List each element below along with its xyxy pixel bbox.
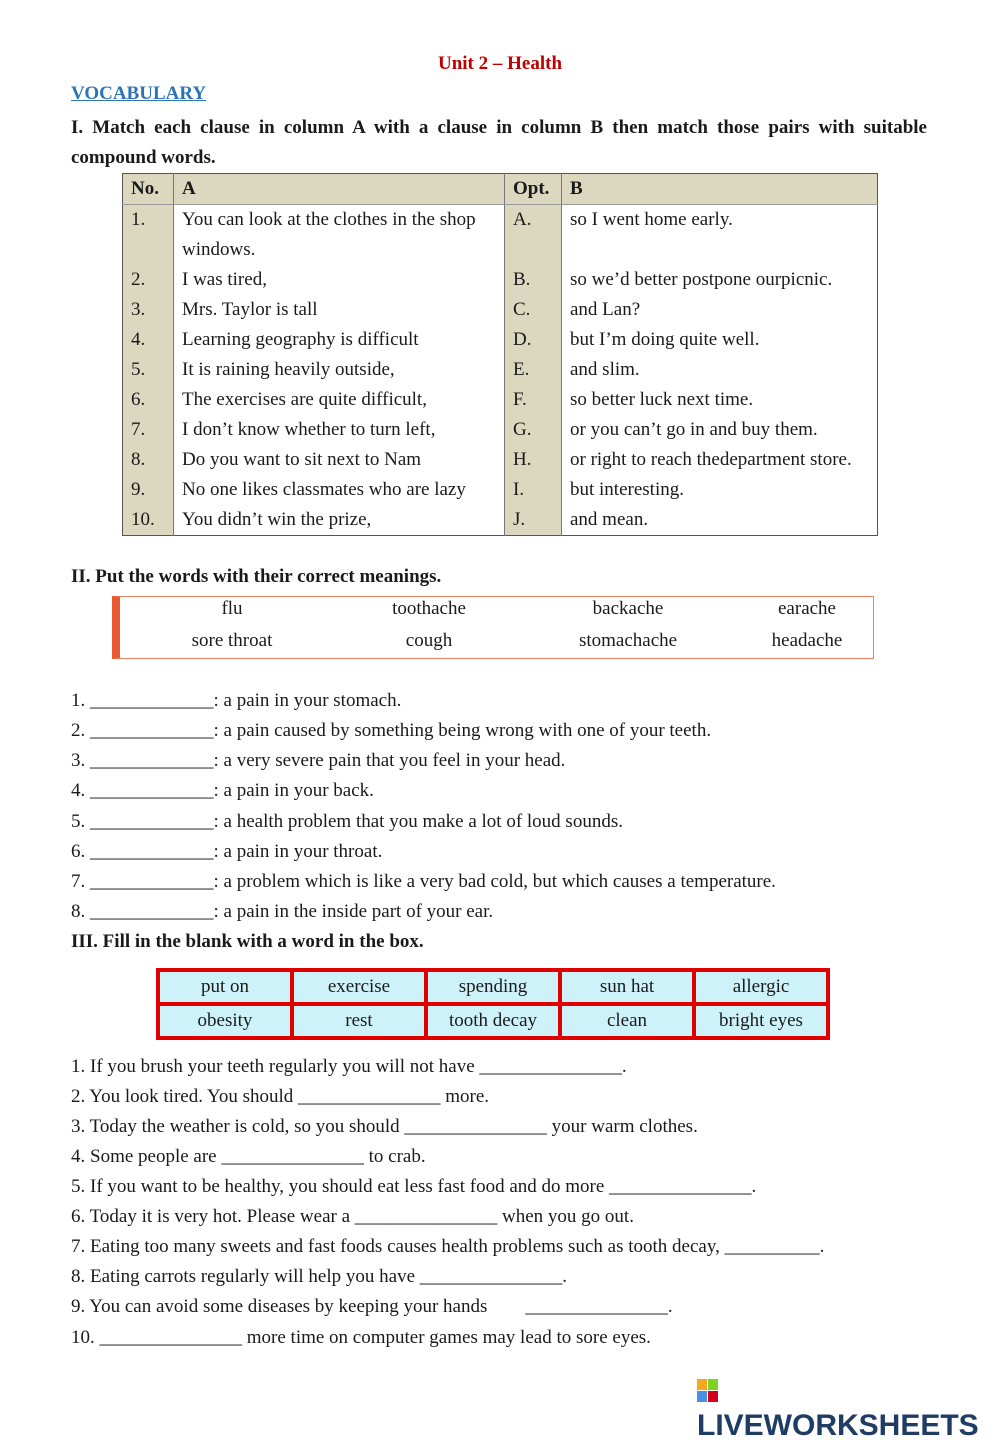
row-a: It is raining heavily outside, xyxy=(174,355,505,385)
table-row xyxy=(123,475,878,505)
fill-item: 5. If you want to be healthy, you should eat less fast food and do more _______________. xyxy=(71,1176,757,1197)
word-box-fill xyxy=(156,968,830,1040)
logo-text: LIVEWORKSHEETS xyxy=(697,1409,979,1442)
row-b: but interesting. xyxy=(570,479,684,500)
meaning-item: 4. _____________: a pain in your back. xyxy=(71,780,374,801)
table-row xyxy=(123,325,878,355)
fill-item: 8. Eating carrots regularly will help you have _______________. xyxy=(71,1266,568,1287)
row-opt: A. xyxy=(505,205,562,266)
row-no: 7. xyxy=(123,415,174,445)
row-opt: I. xyxy=(505,475,562,505)
liveworksheets-logo xyxy=(697,1375,1000,1443)
row-a: Mrs. Taylor is tall xyxy=(174,295,505,325)
word-option: headache xyxy=(771,630,843,651)
row-a: You didn’t win the prize, xyxy=(174,505,505,536)
word-option: flu xyxy=(221,598,243,619)
row-no: 1. xyxy=(123,205,174,266)
row-a: Learning geography is difficult xyxy=(174,325,505,355)
row-opt: B. xyxy=(505,265,562,295)
row-b: so we’d better postpone ourpicnic. xyxy=(570,269,833,290)
fill-item: 6. Today it is very hot. Please wear a _______________ when you go out. xyxy=(71,1206,634,1227)
row-b: but I’m doing quite well. xyxy=(570,329,760,350)
header-no: No. xyxy=(123,174,174,205)
word-option: backache xyxy=(592,598,664,619)
header-opt: Opt. xyxy=(505,174,562,205)
page-title: Unit 2 – Health xyxy=(437,53,563,74)
table-row xyxy=(123,385,878,415)
fill-item: 2. You look tired. You should _______________ more. xyxy=(71,1086,490,1107)
row-b: and slim. xyxy=(570,359,640,380)
table-row xyxy=(123,295,878,325)
table-row xyxy=(123,205,878,266)
word-option: clean xyxy=(560,1004,694,1038)
row-b: and mean. xyxy=(570,509,649,530)
meaning-item: 2. _____________: a pain caused by something being wrong with one of your teeth. xyxy=(71,720,712,741)
row-no: 6. xyxy=(123,385,174,415)
section1-heading: I. Match each clause in column A with a clause in column B then match those pairs with suitable compound words. xyxy=(71,117,927,168)
fill-item: 10. _______________ more time on computer games may lead to sore eyes. xyxy=(71,1327,651,1348)
row-a: Do you want to sit next to Nam xyxy=(174,445,505,475)
fill-item: 3. Today the weather is cold, so you should _______________ your warm clothes. xyxy=(71,1116,698,1137)
row-opt: J. xyxy=(505,505,562,536)
row-opt: D. xyxy=(505,325,562,355)
row-a: You can look at the clothes in the shop windows. xyxy=(174,205,505,266)
meaning-item: 7. _____________: a problem which is like a very bad cold, but which causes a temperature. xyxy=(71,871,776,892)
word-option: allergic xyxy=(694,970,828,1004)
table-header-row xyxy=(123,174,878,205)
row-opt: C. xyxy=(505,295,562,325)
row-b: and Lan? xyxy=(570,299,641,320)
row-opt: H. xyxy=(505,445,562,475)
row-no: 9. xyxy=(123,475,174,505)
word-option: spending xyxy=(426,970,560,1004)
word-option: tooth decay xyxy=(426,1004,560,1038)
row-opt: G. xyxy=(505,415,562,445)
row-opt: E. xyxy=(505,355,562,385)
word-option: rest xyxy=(292,1004,426,1038)
meaning-item: 6. _____________: a pain in your throat. xyxy=(71,841,383,862)
vocabulary-heading: VOCABULARY xyxy=(71,83,207,104)
row-no: 5. xyxy=(123,355,174,385)
table-row xyxy=(123,445,878,475)
word-option: put on xyxy=(158,970,292,1004)
meaning-item: 3. _____________: a very severe pain that you feel in your head. xyxy=(71,750,566,771)
row-a: No one likes classmates who are lazy xyxy=(174,475,505,505)
word-option: sun hat xyxy=(560,970,694,1004)
row-a: The exercises are quite difficult, xyxy=(174,385,505,415)
row-no: 3. xyxy=(123,295,174,325)
header-a: A xyxy=(174,174,505,205)
table-row xyxy=(123,505,878,536)
table-row xyxy=(123,355,878,385)
word-option: earache xyxy=(778,598,836,619)
row-a: I don’t know whether to turn left, xyxy=(174,415,505,445)
word-option: exercise xyxy=(292,970,426,1004)
section2-heading: II. Put the words with their correct meanings. xyxy=(71,566,442,587)
row-no: 8. xyxy=(123,445,174,475)
row-no: 10. xyxy=(123,505,174,536)
word-option: toothache xyxy=(392,598,466,619)
word-option: sore throat xyxy=(191,630,273,651)
table-row xyxy=(123,265,878,295)
word-option: stomachache xyxy=(578,630,678,651)
row-b: or right to reach thedepartment store. xyxy=(570,449,852,470)
row-b: so better luck next time. xyxy=(570,389,754,410)
word-box-meanings xyxy=(112,596,874,659)
fill-item: 4. Some people are _______________ to crab. xyxy=(71,1146,426,1167)
meaning-item: 1. _____________: a pain in your stomach. xyxy=(71,690,402,711)
word-option: bright eyes xyxy=(694,1004,828,1038)
fill-item: 9. You can avoid some diseases by keeping your hands _______________. xyxy=(71,1296,673,1317)
section3-heading: III. Fill in the blank with a word in the box. xyxy=(71,931,424,952)
word-option: obesity xyxy=(158,1004,292,1038)
liveworksheets-logo-icon xyxy=(697,1379,719,1403)
table-row xyxy=(123,415,878,445)
meaning-item: 8. _____________: a pain in the inside part of your ear. xyxy=(71,901,494,922)
row-no: 2. xyxy=(123,265,174,295)
header-b: B xyxy=(562,174,878,205)
fill-item: 1. If you brush your teeth regularly you will not have _______________. xyxy=(71,1056,627,1077)
row-a: I was tired, xyxy=(174,265,505,295)
row-b: so I went home early. xyxy=(570,209,733,230)
row-opt: F. xyxy=(505,385,562,415)
meaning-item: 5. _____________: a health problem that you make a lot of loud sounds. xyxy=(71,811,623,832)
matching-table xyxy=(122,173,878,536)
row-b: or you can’t go in and buy them. xyxy=(570,419,818,440)
fill-item: 7. Eating too many sweets and fast foods causes health problems such as tooth decay, __________. xyxy=(71,1236,825,1257)
word-option: cough xyxy=(405,630,453,651)
row-no: 4. xyxy=(123,325,174,355)
